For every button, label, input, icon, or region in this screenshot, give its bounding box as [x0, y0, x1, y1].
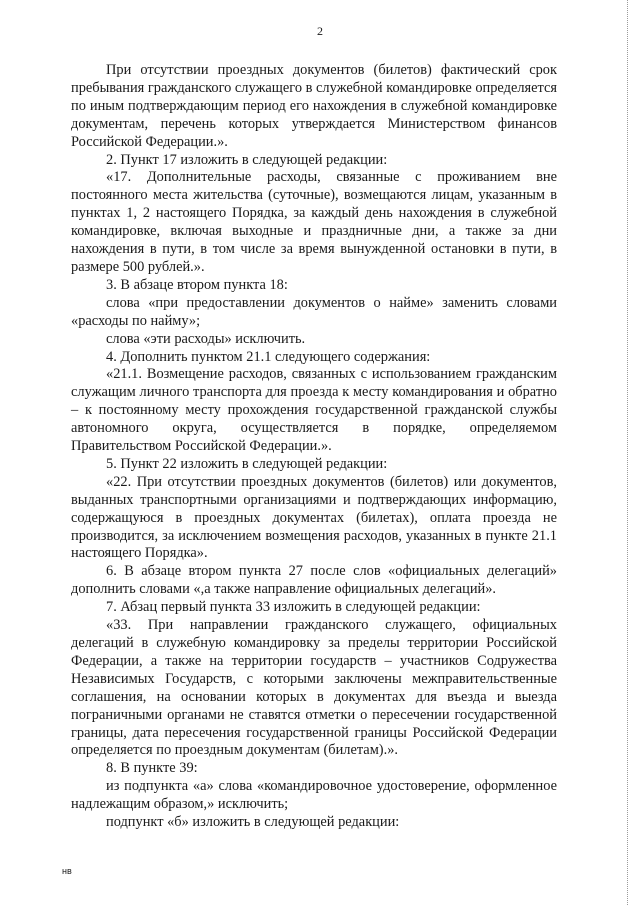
- footer-initials: нв: [62, 866, 72, 876]
- paragraph: 6. В абзаце втором пункта 27 после слов «официальных делегаций» дополнить словами «,а также направление официальных делегаций».: [71, 563, 557, 598]
- paragraph: 2. Пункт 17 изложить в следующей редакции:: [106, 151, 388, 168]
- paragraph: «21.1. Возмещение расходов, связанных с использованием гражданским служащим личного транспорта для проезда к месту командирования и обратно – к постоянному месту прохождения государственной гражданской службы автономного округа, осуществляется в порядке, определяемом Правительством Российской Федерации.».: [71, 366, 557, 455]
- document-body: [71, 62, 557, 832]
- paragraph: из подпункта «а» слова «командировочное удостоверение, оформленное надлежащим образом,» исключить;: [71, 778, 557, 813]
- paragraph: слова «эти расходы» исключить.: [106, 330, 306, 347]
- paragraph: «22. При отсутствии проездных документов (билетов) или документов, выданных транспортными организациями и подтверждающих информацию, содержащуюся в проездных документах (билетах), оплата проезда не производится, за исключением возмещения расходов, указанных в пункте 21.1 настоящего Порядка».: [71, 473, 557, 562]
- paragraph: слова «при предоставлении документов о найме» заменить словами «расходы по найму»;: [71, 294, 557, 329]
- paragraph: 3. В абзаце втором пункта 18:: [106, 276, 288, 293]
- page-number: 2: [317, 24, 323, 38]
- paragraph: При отсутствии проездных документов (билетов) фактический срок пребывания гражданского служащего в служебной командировке определяется по иным подтверждающим период его нахождения в служебной командировке документам, перечень которых утверждается Министерством финансов Российской Федерации.».: [71, 62, 557, 150]
- paragraph: 7. Абзац первый пункта 33 изложить в следующей редакции:: [106, 599, 481, 616]
- scan-edge-line: [627, 0, 640, 905]
- paragraph: «17. Дополнительные расходы, связанные с проживанием вне постоянного места жительства (суточные), возмещаются лицам, указанным в пунктах 1, 2 настоящего Порядка, за каждый день нахождения в служебной командировке, включая выходные и праздничные дни, а также за дни нахождения в пути, в том числе за время вынужденной остановки в пути, в размере 500 рублей.».: [71, 169, 557, 275]
- paragraph: 8. В пункте 39:: [106, 760, 198, 777]
- paragraph: подпункт «б» изложить в следующей редакции:: [106, 814, 400, 831]
- paragraph: «33. При направлении гражданского служащего, официальных делегаций в служебную командировку за пределы территории Российской Федерации, а также на территории государств – участников Содружества Независимых Государств, с которыми заключены межправительственные соглашения, на основании которых в документах для въезда и выезда пограничными органами не ставятся отметки о пересечении государственной границы, дата пересечения государственной границы Российской Федерации определяется по проездным документам (билетам).».: [71, 617, 557, 759]
- paragraph: 4. Дополнить пунктом 21.1 следующего содержания:: [106, 348, 431, 365]
- paragraph: 5. Пункт 22 изложить в следующей редакции:: [106, 455, 388, 472]
